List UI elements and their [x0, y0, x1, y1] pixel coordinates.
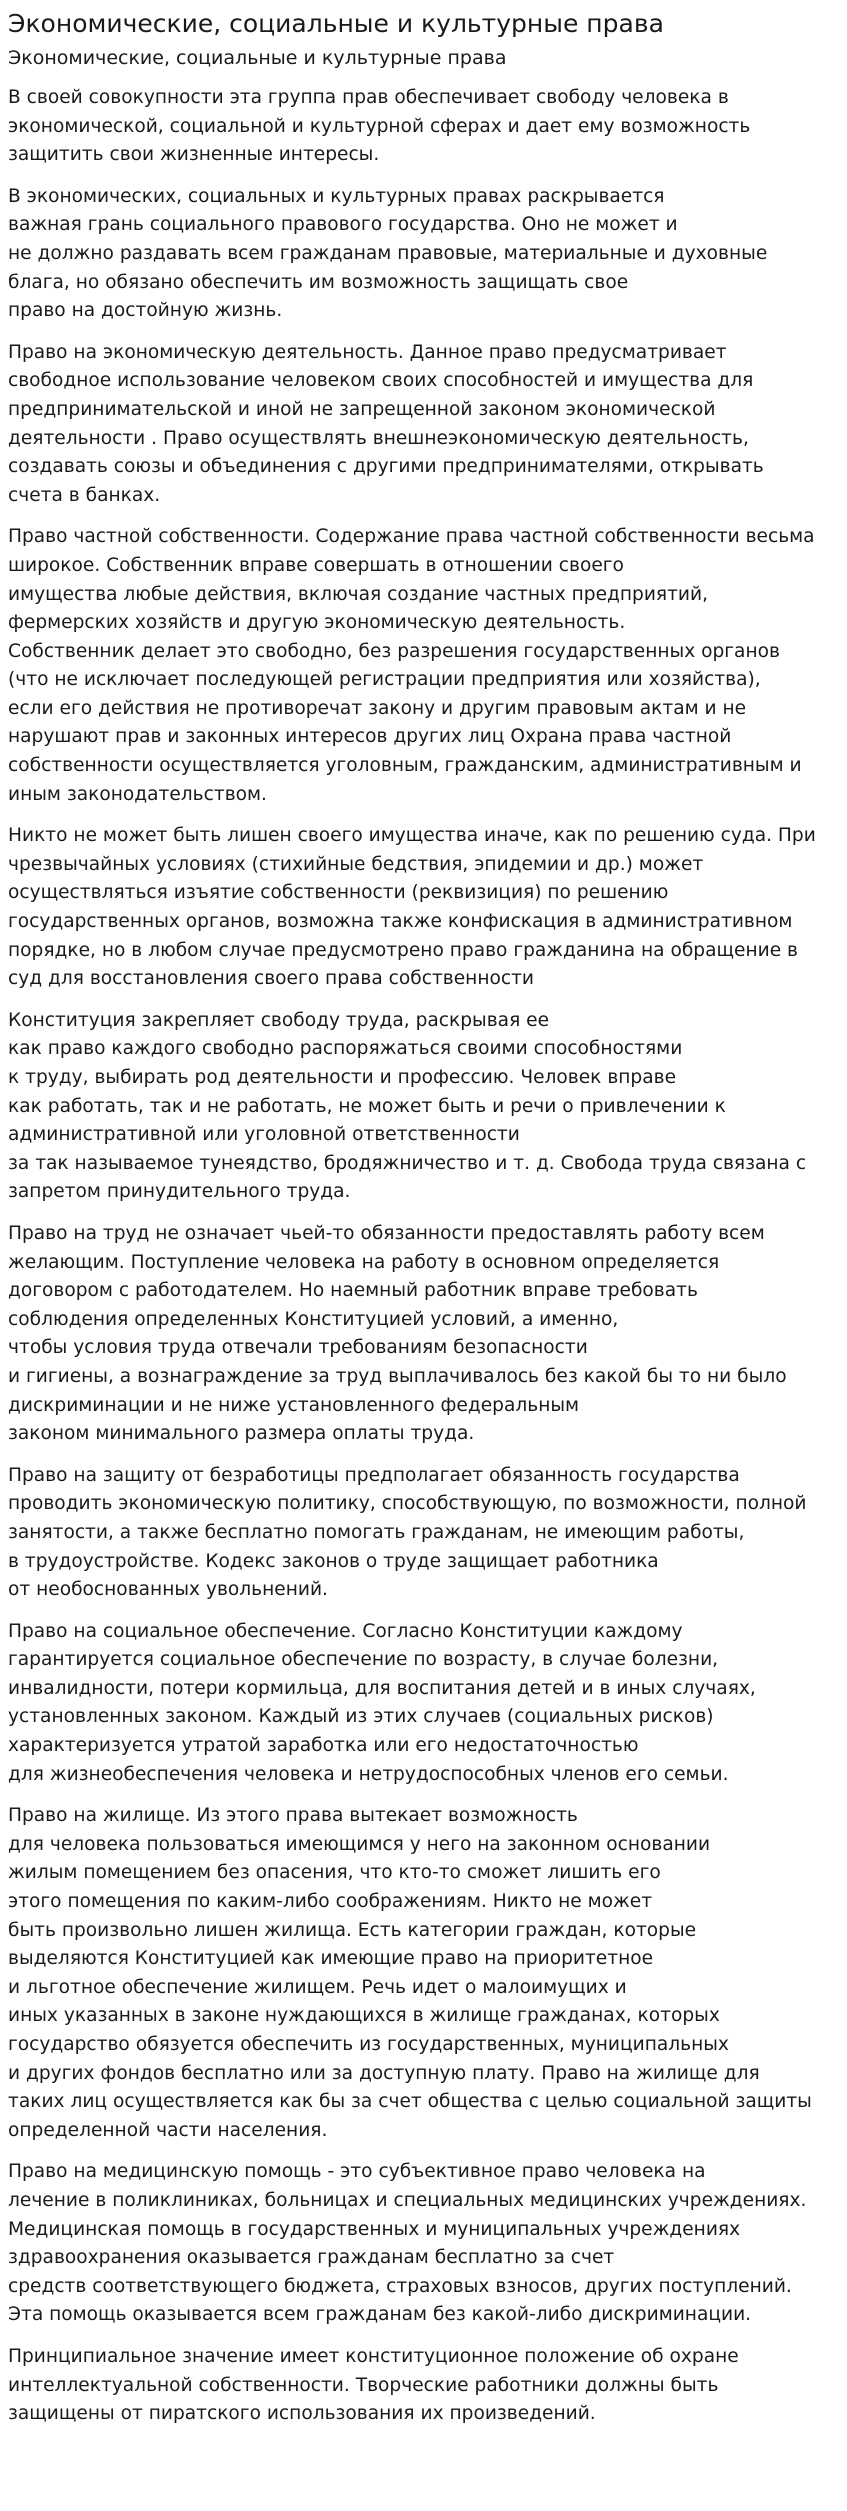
paragraph-property-deprivation: Никто не может быть лишен своего имущества иначе, как по решению суда. При чрезвычайных условиях (стихийные бедствия, эпидемии и др.) может осуществляться изъятие собственности (реквизиция) по решению государственных органов, возможна также конфискация в административном порядке, но в любом случае предусмотрено право гражданина на обращение в суд для восстановления своего права собственности — [8, 825, 816, 990]
paragraph-social-security: Право на социальное обеспечение. Согласно Конституции каждому гарантируется социальное обеспечение по возрасту, в случае болезни, инвалидности, потери кормильца, для воспитания детей и в иных случаях, установленных законом. Каждый из этих случаев (социальных рисков) характеризуется утратой заработка или его недостаточностью для жизнеобеспечения человека и нетрудоспособных членов его семьи. — [8, 1620, 756, 1785]
paragraph-freedom-of-labor: Конституция закрепляет свободу труда, раскрывая ее как право каждого свободно распоряжаться своими способностями к труду, выбирать род деятельности и профессию. Человек вправе как работать, так и не работать, не может быть и речи о привлечении к административной или уголовной ответственности за так называемое тунеядство, бродяжничество и т. д. Свобода труда связана с запретом принудительного труда. — [8, 1009, 807, 1203]
page-subtitle: Экономические, социальные и культурные права — [8, 47, 507, 69]
paragraph-economic-activity: Право на экономическую деятельность. Данное право предусматривает свободное использование человеком своих способностей и имущества для предпринимательской и иной не запрещенной законом экономической деятельности . Право осуществлять внешнеэкономическую деятельность, создавать союзы и объединения с другими предпринимателями, открывать счета в банках. — [8, 341, 764, 506]
paragraph-unemployment-protection: Право на защиту от безработицы предполагает обязанность государства проводить экономическую политику, способствующую, по возможности, полной занятости, а также бесплатно помогать гражданам, не имеющим работы, в трудоустройстве. Кодекс законов о труде защищает работника от необоснованных увольнений. — [8, 1464, 807, 1601]
paragraph-right-to-work: Право на труд не означает чьей-то обязанности предоставлять работу всем желающим. Поступление человека на работу в основном определяется договором с работодателем. Но наемный работник вправе требовать соблюдения определенных Конституцией условий, а именно, чтобы условия труда отвечали требованиям безопасности и гигиены, а вознаграждение за труд выплачивалось без какой бы то ни было дискриминации и не ниже установленного федеральным законом минимального размера оплаты труда. — [8, 1222, 787, 1445]
page-title: Экономические, социальные и культурные права — [8, 9, 664, 38]
article-body — [8, 84, 837, 2429]
paragraph-intro: В своей совокупности эта группа прав обеспечивает свободу человека в экономической, социальной и культурной сферах и дает ему возможность защитить свои жизненные интересы. — [8, 87, 751, 166]
paragraph-medical-care: Право на медицинскую помощь - это субъективное право человека на лечение в поликлиниках, больницах и специальных медицинских учреждениях. Медицинская помощь в государственных и муниципальных учреждениях здравоохранения оказывается гражданам бесплатно за счет средств соответствующего бюджета, страховых взносов, других поступлений. Эта помощь оказывается всем гражданам без какой-либо дискриминации. — [8, 2161, 807, 2326]
paragraph-right-to-housing: Право на жилище. Из этого права вытекает возможность для человека пользоваться имеющимся у него на законном основании жилым помещением без опасения, что кто-то сможет лишить его этого помещения по каким-либо соображениям. Никто не может быть произвольно лишен жилища. Есть категории граждан, которые выделяются Конституцией как имеющие право на приоритетное и льготное обеспечение жилищем. Речь идет о малоимущих и иных указанных в законе нуждающихся в жилище гражданах, которых государство обязуется обеспечить из государственных, муниципальных и других фондов бесплатно или за доступную плату. Право на жилище для таких лиц осуществляется как бы за счет общества с целью социальной защиты определенной части населения. — [8, 1805, 812, 2141]
paragraph-social-state: В экономических, социальных и культурных правах раскрывается важная грань социального правового государства. Оно не может и не должно раздавать всем гражданам правовые, материальные и духовные блага, но обязано обеспечить им возможность защищать свое право на достойную жизнь. — [8, 185, 768, 322]
paragraph-private-property: Право частной собственности. Содержание права частной собственности весьма широкое. Собственник вправе совершать в отношении своего имущества любые действия, включая создание частных предприятий, фермерских хозяйств и другую экономическую деятельность. Собственник делает это свободно, без разрешения государственных органов (что не исключает последующей регистрации предприятия или хозяйства), если его действия не противоречат закону и другим правовым актам и не нарушают прав и законных интересов других лиц Охрана права частной собственности осуществляется уголовным, гражданским, административным и иным законодательством. — [8, 526, 815, 805]
paragraph-intellectual-property: Принципиальное значение имеет конституционное положение об охране интеллектуальной собственности. Творческие работники должны быть защищены от пиратского использования их произведений. — [8, 2345, 739, 2425]
